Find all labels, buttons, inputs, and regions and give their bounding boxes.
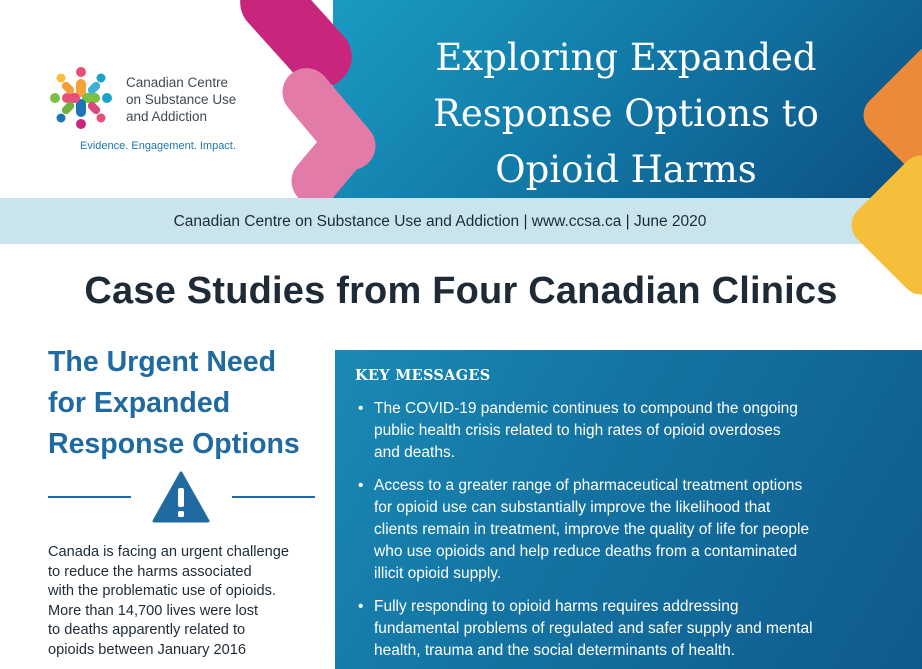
key-message-line: who use opioids and help reduce deaths from a contaminated <box>374 543 798 560</box>
key-message-line: for opioid use can substantially improve the likelihood that <box>374 499 771 516</box>
key-messages-list <box>358 398 888 669</box>
bullet-marker: • <box>358 400 364 417</box>
intro-line-5: to deaths apparently related to <box>48 622 246 639</box>
key-message-line: clients remain in treatment, improve the quality of life for people <box>374 521 810 538</box>
header-banner <box>0 0 922 198</box>
info-bar-text: Canadian Centre on Substance Use and Addiction | www.ccsa.ca | June 2020 <box>173 213 707 230</box>
key-message-line: health, trauma and the social determinants of health. <box>374 642 736 659</box>
key-message-line: illicit opioid supply. <box>374 565 502 582</box>
key-message-line: Fully responding to opioid harms requires addressing <box>374 598 739 615</box>
key-messages-title: KEY MESSAGES <box>355 367 491 384</box>
org-name-line-3: and Addiction <box>126 109 208 124</box>
title-line-2: Response Options to <box>433 92 819 135</box>
org-name-line-1: Canadian Centre <box>126 75 229 90</box>
key-message-line: Access to a greater range of pharmaceutical treatment options <box>374 477 803 494</box>
main-title: Case Studies from Four Canadian Clinics <box>84 270 838 312</box>
bullet-marker: • <box>358 598 364 615</box>
divider-left <box>48 496 131 498</box>
title-line-1: Exploring Expanded <box>435 36 817 79</box>
intro-line-2: to reduce the harms associated <box>48 563 252 580</box>
intro-line-4: More than 14,700 lives were lost <box>48 602 259 619</box>
key-message-line: public health crisis related to high rates of opioid overdoses <box>374 422 781 439</box>
intro-line-6: opioids between January 2016 <box>48 641 246 658</box>
intro-line-1: Canada is facing an urgent challenge <box>48 544 289 560</box>
org-name-line-2: on Substance Use <box>126 92 237 107</box>
section-heading-line-3: Response Options <box>48 428 300 460</box>
intro-paragraph <box>48 543 323 661</box>
key-message-item <box>358 596 888 662</box>
organization-tagline: Evidence. Engagement. Impact. <box>80 140 236 152</box>
key-message-line: The COVID-19 pandemic continues to compound the ongoing <box>374 400 798 417</box>
title-line-3: Opioid Harms <box>495 148 757 191</box>
key-message-line: and deaths. <box>374 444 456 461</box>
key-message-item <box>358 475 888 585</box>
divider-right <box>232 496 315 498</box>
document-title <box>340 30 912 198</box>
ccsa-logo-icon <box>45 62 117 134</box>
key-message-line: fundamental problems of regulated and safer supply and mental <box>374 620 813 637</box>
organization-name <box>126 74 326 125</box>
bullet-marker: • <box>358 477 364 494</box>
section-heading-line-1: The Urgent Need <box>48 346 277 378</box>
warning-icon <box>152 471 210 523</box>
key-message-item <box>358 398 888 464</box>
section-heading-line-2: for Expanded <box>48 387 231 419</box>
intro-line-3: with the problematic use of opioids. <box>48 583 276 600</box>
section-heading <box>48 342 323 465</box>
